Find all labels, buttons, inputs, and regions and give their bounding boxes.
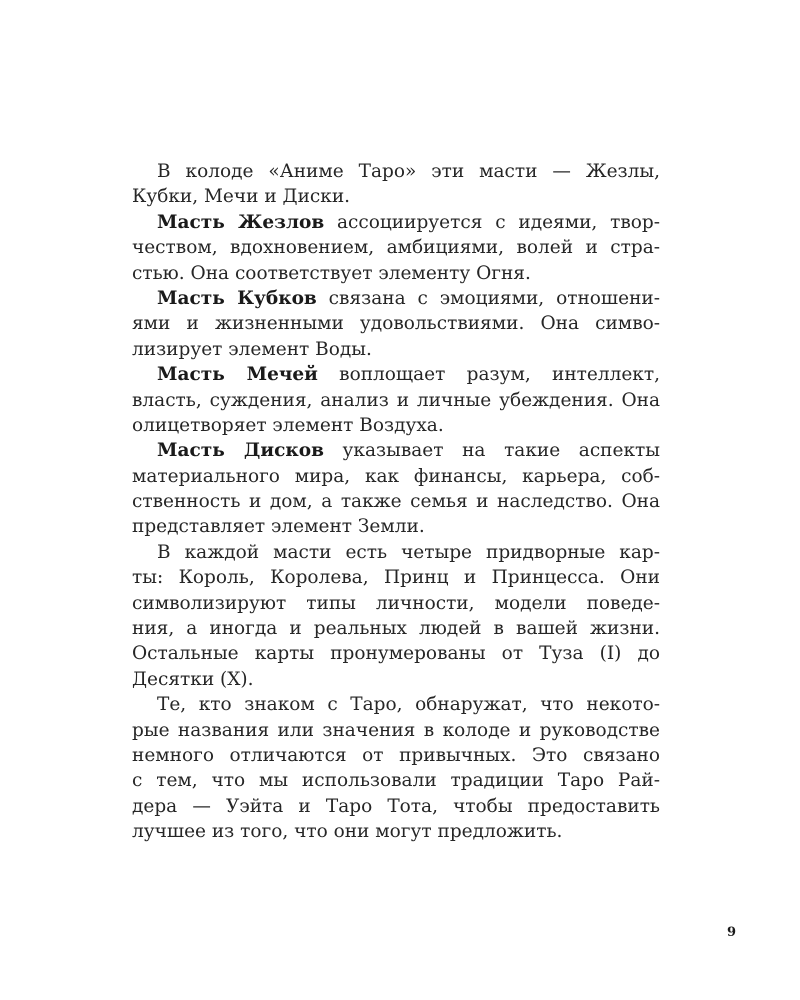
text-line: материального мира, как финансы, карьера, соб- (132, 465, 660, 487)
suit-name-swords: Масть Мечей (157, 364, 318, 386)
text-fragment: ассоциируется с идеями, твор- (324, 211, 660, 233)
text-line: В колоде «Аниме Таро» эти масти — Жезлы, (157, 161, 660, 182)
text-line: ями и жизненными удовольствиями. Она симво- (132, 313, 660, 335)
text-line: Остальные карты пронумерованы от Туза (I) до (132, 643, 660, 665)
suit-name-wands: Масть Жезлов (157, 211, 325, 233)
text-line: представляет элемент Земли. (132, 516, 425, 538)
text-fragment: связана с эмоциями, отношени- (316, 287, 660, 309)
text-fragment: воплощает разум, интеллект, (317, 364, 660, 386)
text-line: олицетворяет элемент Воздуха. (132, 414, 444, 436)
text-line (132, 362, 660, 387)
text-line: немного отличаются от привычных. Это связано (132, 744, 660, 766)
paragraph-disks (132, 438, 660, 540)
text-line: Те, кто знаком с Таро, обнаружат, что некото- (157, 694, 660, 716)
text-line: чеством, вдохновением, амбициями, волей и стра- (132, 237, 660, 259)
text-line: с тем, что мы использовали традиции Таро Рай- (132, 770, 660, 792)
suit-name-cups: Масть Кубков (157, 287, 317, 309)
text-line (132, 286, 660, 311)
text-line: власть, суждения, анализ и личные убеждения. Она (132, 389, 660, 411)
text-line: дера — Уэйта и Таро Тота, чтобы предоставить (132, 795, 660, 817)
text-line: лизирует элемент Воды. (132, 338, 372, 360)
paragraph-intro (132, 159, 660, 210)
text-line: лучшее из того, что они могут предложить. (132, 821, 563, 843)
paragraph-cups (132, 286, 660, 362)
text-line: рые названия или значения в колоде и руководстве (132, 719, 660, 741)
text-line: стью. Она соответствует элементу Огня. (132, 262, 531, 284)
text-line: В каждой масти есть четыре придворные кар- (157, 541, 660, 563)
page-number: 9 (727, 925, 737, 940)
paragraph-wands (132, 210, 660, 286)
text-line (132, 438, 660, 463)
suit-name-disks: Масть Дисков (157, 440, 324, 462)
text-line (132, 210, 660, 235)
paragraph-traditions (132, 692, 660, 844)
text-fragment: указывает на такие аспекты (323, 440, 660, 462)
text-line: ты: Король, Королева, Принц и Принцесса. Они (132, 567, 660, 589)
text-line: Кубки, Мечи и Диски. (132, 186, 351, 208)
paragraph-court-cards (132, 540, 660, 692)
text-line: ния, а иногда и реальных людей в вашей жизни. (132, 618, 660, 640)
paragraph-swords (132, 362, 660, 438)
text-line: ственность и дом, а также семья и наследство. Она (132, 491, 660, 513)
body-text (132, 159, 660, 845)
text-line: символизируют типы личности, модели поведе- (132, 592, 660, 614)
text-line: Десятки (X). (132, 668, 254, 690)
